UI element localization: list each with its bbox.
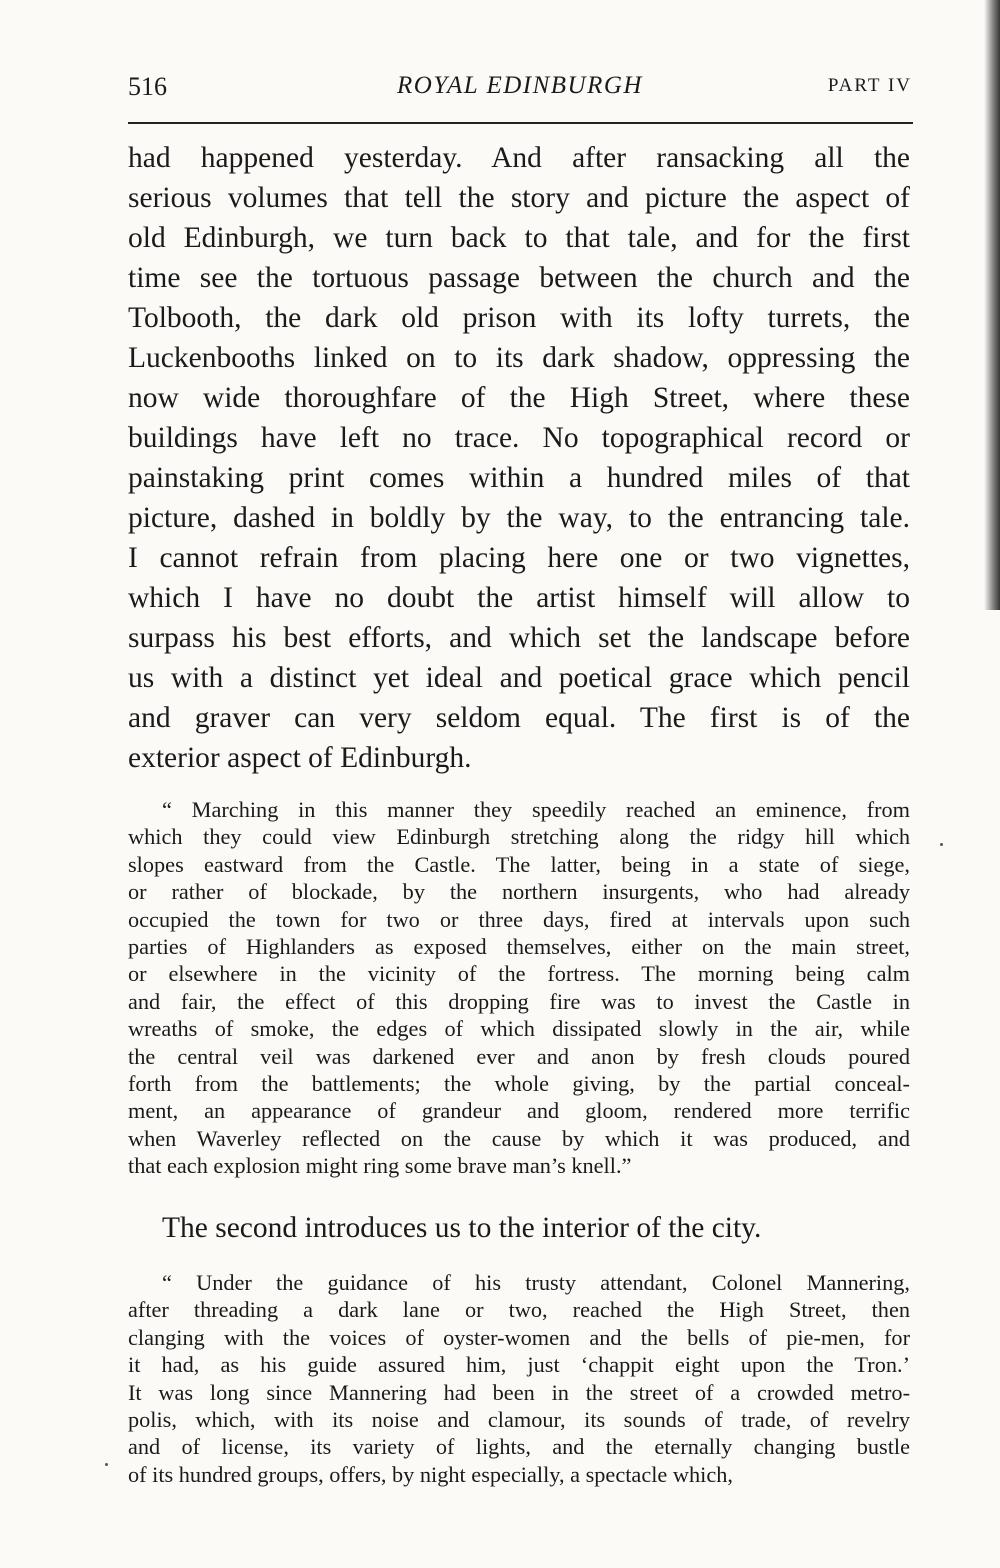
page-edge-shadow [984, 0, 1000, 610]
quote-line: occupied the town for two or three days, fired at intervals upon such [128, 906, 910, 932]
text-line: exterior aspect of Edinburgh. [128, 742, 472, 774]
quote-line: the central veil was darkened ever and anon by fresh clouds poured [128, 1043, 910, 1069]
quote-line: or elsewhere in the vicinity of the fortress. The morning being calm [128, 961, 910, 987]
text-line: time see the tortuous passage between the church and the [128, 262, 910, 294]
quote-line: and fair, the effect of this dropping fire was to invest the Castle in [128, 988, 910, 1014]
text-line: painstaking print comes within a hundred miles of that [128, 462, 910, 494]
text-line: Tolbooth, the dark old prison with its lofty turrets, the [128, 302, 910, 334]
header-rule [128, 122, 913, 124]
quote-line: it had, as his guide assured him, just ‘chappit eight upon the Tron.’ [128, 1352, 910, 1378]
quote-line: slopes eastward from the Castle. The latter, being in a state of siege, [128, 851, 910, 877]
text-line: serious volumes that tell the story and picture the aspect of [128, 182, 910, 214]
text-line: had happened yesterday. And after ransacking all the [128, 142, 910, 174]
quote-line: polis, which, with its noise and clamour, its sounds of trade, of revelry [128, 1406, 910, 1432]
part-label: PART IV [827, 75, 912, 96]
text-line: now wide thoroughfare of the High Street, where these [128, 382, 910, 414]
text-line: and graver can very seldom equal. The first is of the [128, 702, 910, 734]
body-paragraph [128, 138, 910, 778]
running-header [128, 72, 912, 108]
speck [105, 1463, 108, 1466]
quote-line: after threading a dark lane or two, reached the High Street, then [128, 1297, 910, 1323]
quote-line: It was long since Mannering had been in the street of a crowded metro- [128, 1379, 910, 1405]
speck [940, 843, 943, 846]
text-line: surpass his best efforts, and which set the landscape before [128, 622, 910, 654]
block-quote-mannering [128, 1269, 910, 1488]
text-line: old Edinburgh, we turn back to that tale, and for the first [128, 222, 910, 254]
text-line: Luckenbooths linked on to its dark shadow, oppressing the [128, 342, 910, 374]
quote-line: of its hundred groups, offers, by night especially, a spectacle which, [128, 1461, 733, 1487]
quote-line: and of license, its variety of lights, and the eternally changing bustle [128, 1434, 910, 1460]
block-quote-waverley [128, 796, 910, 1179]
quote-line: wreaths of smoke, the edges of which dissipated slowly in the air, while [128, 1016, 910, 1042]
quote-line: forth from the battlements; the whole giving, by the partial conceal- [128, 1070, 910, 1096]
quote-line: “ Marching in this manner they speedily reached an eminence, from [162, 797, 910, 822]
quote-line: ment, an appearance of grandeur and gloom, rendered more terrific [128, 1098, 910, 1124]
quote-line: when Waverley reflected on the cause by which it was produced, and [128, 1125, 910, 1151]
text-line: I cannot refrain from placing here one or two vignettes, [128, 542, 910, 574]
text-line: which I have no doubt the artist himself will allow to [128, 582, 910, 614]
quote-line: that each explosion might ring some brave man’s knell.” [128, 1153, 632, 1179]
quote-line: “ Under the guidance of his trusty attendant, Colonel Mannering, [162, 1270, 910, 1295]
quote-line: clanging with the voices of oyster-women and the bells of pie-men, for [128, 1324, 910, 1350]
quote-line: or rather of blockade, by the northern insurgents, who had already [128, 879, 910, 905]
quote-line: parties of Highlanders as exposed themselves, either on the main street, [128, 933, 910, 959]
text-line: buildings have left no trace. No topographical record or [128, 422, 910, 454]
second-intro-line: The second introduces us to the interior of the city. [162, 1212, 762, 1244]
text-line: picture, dashed in boldly by the way, to the entrancing tale. [128, 502, 910, 534]
text-line: us with a distinct yet ideal and poetical grace which pencil [128, 662, 910, 694]
page-number: 516 [128, 72, 167, 101]
running-title: ROYAL EDINBURGH [397, 72, 643, 99]
quote-line: which they could view Edinburgh stretching along the ridgy hill which [128, 824, 910, 850]
